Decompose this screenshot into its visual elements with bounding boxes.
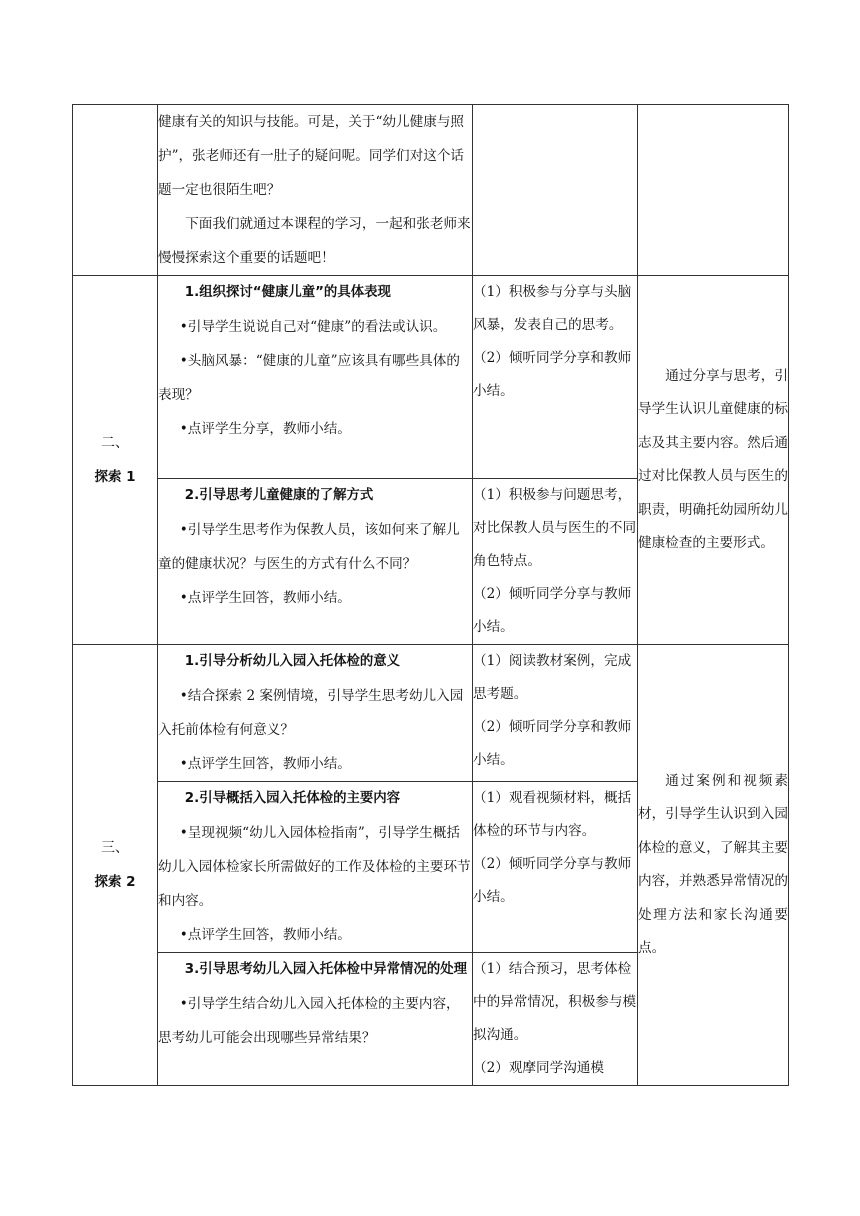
- activity-title: 2.引导概括入园入托体检的主要内容: [184, 791, 401, 806]
- stage-cell: [73, 276, 158, 645]
- activity-text: 健康有关的知识与技能。可是，关于“幼儿健康与照护”，张老师还有一肚子的疑问呢。同学们对这个话题一定也很陌生吧？: [158, 114, 465, 198]
- activity-bullet: •点评学生回答，教师小结。: [179, 927, 351, 943]
- design-purpose: 通过分享与思考，引导学生认识儿童健康的标志及其主要内容。然后通过对比保教人员与医生的职责，明确托幼园所幼儿健康检查的主要形式。: [638, 367, 788, 551]
- purpose-cell: [638, 105, 789, 276]
- student-cell: [473, 645, 638, 782]
- activity-bullet: •结合探索 2 案例情境，引导学生思考幼儿入园入托前体检有何意义？: [158, 688, 464, 738]
- activity-bullet: •点评学生分享，教师小结。: [179, 421, 351, 437]
- student-activity: （1）积极参与问题思考，对比保教人员与医生的不同角色特点。: [473, 487, 637, 569]
- student-cell: [473, 276, 638, 479]
- activity-cell: [158, 276, 473, 479]
- purpose-cell: [638, 645, 789, 1086]
- design-purpose: 通过案例和视频素材，引导学生认识到入园体检的意义，了解其主要内容，并熟悉异常情况的处理方法和家长沟通要点。: [638, 772, 788, 956]
- activity-cell: [158, 479, 473, 645]
- activity-cell: [158, 105, 473, 276]
- activity-cell: [158, 782, 473, 953]
- activity-bullet: •点评学生回答，教师小结。: [179, 590, 351, 606]
- activity-title: 1.组织探讨“健康儿童”的具体表现: [184, 285, 391, 300]
- stage-name: 探索 2: [94, 874, 136, 890]
- student-cell: [473, 953, 638, 1086]
- student-activity: （1）积极参与分享与头脑风暴，发表自己的思考。: [473, 284, 632, 333]
- student-activity: （2）倾听同学分享与教师小结。: [473, 586, 632, 635]
- table-row: [73, 276, 789, 479]
- stage-number: 二、: [101, 435, 129, 451]
- student-activity: （2）观摩同学沟通模: [473, 1060, 604, 1076]
- activity-title: 3.引导思考幼儿入园入托体检中异常情况的处理: [184, 962, 468, 977]
- student-cell: [473, 479, 638, 645]
- activity-bullet: •呈现视频“幼儿入园体检指南”，引导学生概括幼儿入园体检家长所需做好的工作及体检的主要环节和内容。: [158, 825, 471, 909]
- student-activity: （2）倾听同学分享和教师小结。: [473, 350, 632, 399]
- student-activity: （2）倾听同学分享和教师小结。: [473, 719, 632, 768]
- student-cell: [473, 105, 638, 276]
- table-row: [73, 105, 789, 276]
- activity-text: 下面我们就通过本课程的学习，一起和张老师来慢慢探索这个重要的话题吧！: [158, 216, 471, 266]
- activity-title: 1.引导分析幼儿入园入托体检的意义: [184, 654, 401, 669]
- activity-bullet: •点评学生回答，教师小结。: [179, 756, 351, 772]
- activity-bullet: •引导学生思考作为保教人员，该如何来了解儿童的健康状况？与医生的方式有什么不同？: [158, 522, 460, 572]
- activity-bullet: •引导学生结合幼儿入园入托体检的主要内容，思考幼儿可能会出现哪些异常结果？: [158, 996, 460, 1046]
- stage-cell: [73, 645, 158, 1086]
- student-cell: [473, 782, 638, 953]
- student-activity: （1）结合预习，思考体检中的异常情况，积极参与模拟沟通。: [473, 961, 637, 1043]
- activity-bullet: •引导学生说说自己对“健康”的看法或认识。: [179, 319, 447, 335]
- activity-bullet: •头脑风暴：“健康的儿童”应该具有哪些具体的表现？: [158, 353, 460, 403]
- stage-cell-empty: [73, 105, 158, 276]
- stage-number: 三、: [101, 840, 129, 856]
- student-activity: （1）观看视频材料，概括体检的环节与内容。: [473, 790, 632, 839]
- stage-name: 探索 1: [94, 469, 136, 485]
- purpose-cell: [638, 276, 789, 645]
- student-activity: （2）倾听同学分享与教师小结。: [473, 856, 632, 905]
- table-row: [73, 645, 789, 782]
- activity-cell: [158, 953, 473, 1086]
- activity-cell: [158, 645, 473, 782]
- activity-title: 2.引导思考儿童健康的了解方式: [184, 488, 374, 503]
- student-activity: （1）阅读教材案例，完成思考题。: [473, 653, 632, 702]
- lesson-plan-table: [72, 104, 789, 1086]
